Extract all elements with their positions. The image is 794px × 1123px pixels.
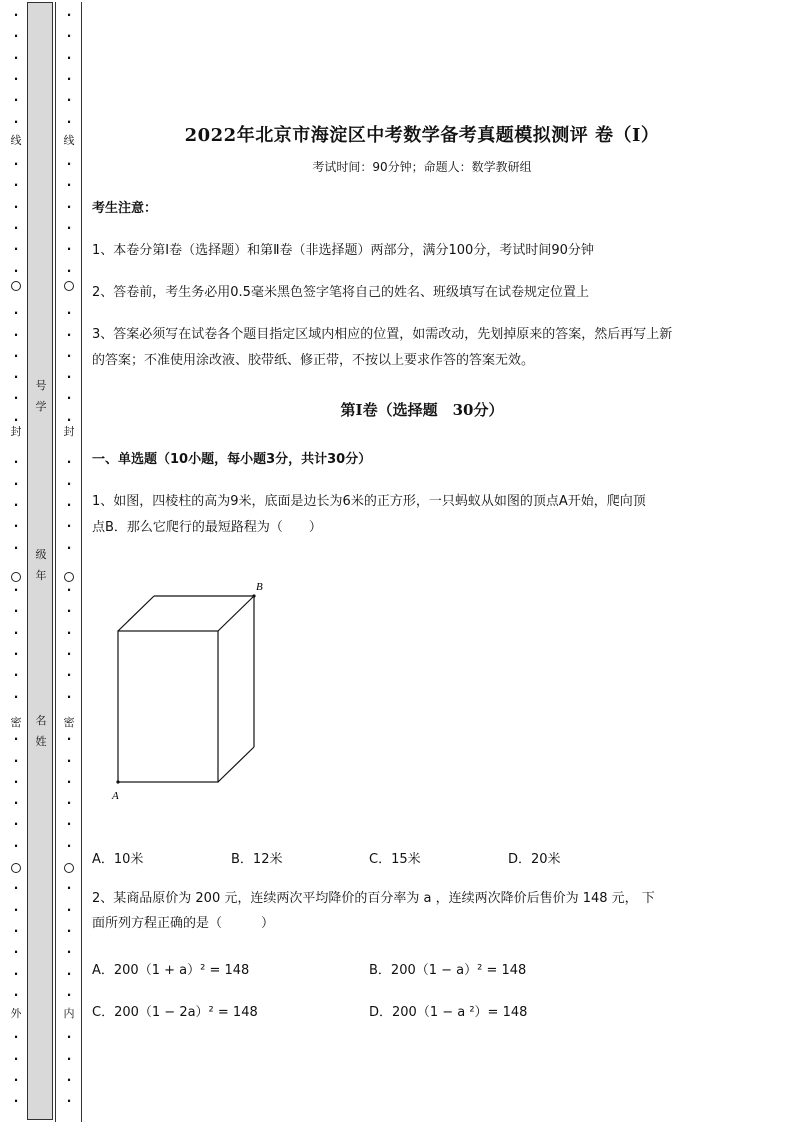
binding-dot: · <box>66 370 72 385</box>
binding-dot: · <box>66 8 72 22</box>
binding-dot: · <box>66 348 72 363</box>
binding-dot: · <box>66 945 72 960</box>
part-heading: 一、单选题（10小题，每小题3分，共计30分） <box>92 452 372 467</box>
binding-dot: · <box>13 689 19 704</box>
binding-dot: · <box>13 625 19 640</box>
binding-dot: · <box>13 93 19 108</box>
binding-dot: · <box>66 668 72 683</box>
binding-ring <box>11 281 21 291</box>
binding-dot: · <box>66 221 72 235</box>
binding-dot: · <box>13 732 19 747</box>
binding-dot: · <box>13 838 19 853</box>
binding-dot: · <box>13 923 19 938</box>
binding-dot: · <box>13 1030 19 1045</box>
binding-dot: · <box>66 604 72 619</box>
binding-dot: · <box>66 1094 72 1109</box>
binding-dot: · <box>13 817 19 832</box>
student-field-char: 姓 <box>35 735 47 748</box>
binding-dot: · <box>13 327 19 342</box>
binding-dot: · <box>13 1051 19 1066</box>
binding-dot: · <box>13 50 19 65</box>
binding-dot: · <box>13 221 19 235</box>
q1-option-d: D．20米 <box>508 852 561 867</box>
binding-dot: · <box>66 178 72 193</box>
binding-dot: · <box>66 391 72 406</box>
binding-dot: · <box>66 157 72 172</box>
binding-dot: · <box>66 647 72 661</box>
binding-dot: · <box>66 902 72 917</box>
binding-dots-left <box>9 0 23 1123</box>
binding-dot: · <box>13 1073 19 1087</box>
binding-dot: · <box>13 391 19 406</box>
vertex-a-dot <box>116 780 119 783</box>
binding-mark: 线 <box>63 134 75 147</box>
binding-dots-right <box>62 0 76 1123</box>
student-field-char: 号 <box>35 379 47 392</box>
binding-mark: 封 <box>10 425 22 438</box>
binding-mark: 线 <box>10 134 22 147</box>
prism-figure <box>108 578 278 803</box>
binding-dot: · <box>66 476 72 491</box>
binding-mark: 封 <box>63 425 75 438</box>
binding-dot: · <box>66 1030 72 1045</box>
student-field-char: 年 <box>35 569 47 582</box>
binding-dot: · <box>66 497 72 512</box>
prism-edge <box>118 596 154 631</box>
q2-option-c: C．200（1 − 2a）² = 148 <box>92 1005 258 1020</box>
student-field-char: 名 <box>35 714 47 727</box>
binding-line <box>55 2 56 1122</box>
section-title: 第Ⅰ卷（选择题 30分） <box>340 401 504 419</box>
binding-dot: · <box>13 753 19 768</box>
binding-dot: · <box>13 370 19 385</box>
notice-item-2: 2、答卷前，考生务必用0.5毫米黑色签字笔将自己的姓名、班级填写在试卷规定位置上 <box>92 285 589 300</box>
binding-dot: · <box>66 732 72 747</box>
binding-dot: · <box>66 923 72 938</box>
binding-dot: · <box>13 476 19 491</box>
binding-dot: · <box>66 199 72 214</box>
q2-option-a: A．200（1 + a）² = 148 <box>92 963 250 978</box>
binding-dot: · <box>13 29 19 44</box>
binding-dot: · <box>13 774 19 789</box>
binding-dot: · <box>13 412 19 427</box>
prism-edge <box>218 596 254 631</box>
page-subtitle: 考试时间：90分钟；命题人：数学教研组 <box>312 160 532 174</box>
binding-dot: · <box>13 455 19 470</box>
binding-ring <box>64 863 74 873</box>
binding-mark: 外 <box>10 1007 22 1020</box>
binding-dot: · <box>66 817 72 832</box>
notice-item-3b: 的答案；不准使用涂改液、胶带纸、修正带，不按以上要求作答的答案无效。 <box>92 353 535 368</box>
binding-dot: · <box>66 583 72 598</box>
student-field-char: 学 <box>35 400 47 413</box>
binding-dot: · <box>66 540 72 555</box>
q1-text-line1: 1、如图，四棱柱的高为9米，底面是边长为6米的正方形，一只蚂蚁从如图的顶点A开始，爬向顶 <box>92 494 646 509</box>
binding-ring <box>64 572 74 582</box>
notice-item-1: 1、本卷分第Ⅰ卷（选择题）和第Ⅱ卷（非选择题）两部分，满分100分，考试时间90分钟 <box>92 243 594 258</box>
student-field-char: 级 <box>35 548 47 561</box>
q1-option-b: B．12米 <box>231 852 283 867</box>
vertex-b-dot <box>252 594 255 597</box>
binding-ring <box>11 863 21 873</box>
binding-dot: · <box>66 242 72 257</box>
binding-dot: · <box>66 29 72 44</box>
binding-dot: · <box>66 625 72 640</box>
binding-dot: · <box>66 114 72 129</box>
binding-ring <box>64 281 74 291</box>
binding-dot: · <box>66 71 72 86</box>
notice-heading: 考生注意： <box>92 201 158 216</box>
binding-dot: · <box>13 902 19 917</box>
binding-dot: · <box>13 114 19 129</box>
binding-dot: · <box>13 966 19 981</box>
q1-text-line2: 点B．那么它爬行的最短路程为（ ） <box>92 520 322 535</box>
binding-mark: 密 <box>63 716 75 729</box>
binding-dot: · <box>66 306 72 321</box>
binding-dot: · <box>13 945 19 960</box>
binding-dot: · <box>13 881 19 896</box>
page-title: 2022年北京市海淀区中考数学备考真题模拟测评 卷（Ⅰ） <box>184 125 660 146</box>
binding-dot: · <box>13 647 19 661</box>
binding-dot: · <box>66 796 72 811</box>
binding-dot: · <box>66 93 72 108</box>
binding-dot: · <box>13 263 19 278</box>
binding-dot: · <box>13 604 19 619</box>
binding-dot: · <box>13 242 19 257</box>
binding-mark: 密 <box>10 716 22 729</box>
binding-dot: · <box>13 583 19 598</box>
binding-dot: · <box>66 1051 72 1066</box>
binding-dot: · <box>13 178 19 193</box>
q2-option-b: B．200（1 − a）² = 148 <box>369 963 527 978</box>
binding-dot: · <box>13 668 19 683</box>
binding-dot: · <box>13 987 19 1002</box>
q2-option-d: D．200（1 − a ²）= 148 <box>369 1005 528 1020</box>
binding-dot: · <box>13 540 19 555</box>
binding-dot: · <box>66 50 72 65</box>
binding-dot: · <box>13 1094 19 1109</box>
binding-ring <box>11 572 21 582</box>
binding-dot: · <box>66 966 72 981</box>
q1-option-a: A．10米 <box>92 852 144 867</box>
binding-dot: · <box>66 327 72 342</box>
binding-dot: · <box>66 519 72 534</box>
binding-dot: · <box>66 753 72 768</box>
notice-item-3a: 3、答案必须写在试卷各个题目指定区域内相应的位置，如需改动，先划掉原来的答案，然后再写上新 <box>92 327 673 342</box>
vertex-a-label: A <box>112 790 119 802</box>
binding-dot: · <box>13 306 19 321</box>
binding-dot: · <box>66 263 72 278</box>
binding-dot: · <box>13 348 19 363</box>
binding-dot: · <box>66 1073 72 1087</box>
vertex-b-label: B <box>256 581 263 593</box>
binding-dot: · <box>13 8 19 22</box>
binding-dot: · <box>13 796 19 811</box>
binding-dot: · <box>66 838 72 853</box>
student-info-strip <box>27 2 53 1120</box>
binding-dot: · <box>66 987 72 1002</box>
binding-mark: 内 <box>63 1007 75 1020</box>
q2-text-line1: 2、某商品原价为 200 元，连续两次平均降价的百分率为 a ，连续两次降价后售价为 148 元， 下 <box>92 891 655 906</box>
binding-dot: · <box>66 455 72 470</box>
binding-dot: · <box>13 157 19 172</box>
prism-edge <box>218 747 254 782</box>
binding-dot: · <box>13 199 19 214</box>
binding-dot: · <box>13 519 19 534</box>
q2-text-line2: 面所列方程正确的是（ ） <box>92 916 275 931</box>
binding-line <box>81 2 82 1122</box>
binding-dot: · <box>66 881 72 896</box>
binding-dot: · <box>66 774 72 789</box>
binding-dot: · <box>13 71 19 86</box>
q1-option-c: C．15米 <box>369 852 421 867</box>
prism-front-face <box>118 631 218 782</box>
binding-dot: · <box>13 497 19 512</box>
binding-dot: · <box>66 412 72 427</box>
binding-dot: · <box>66 689 72 704</box>
